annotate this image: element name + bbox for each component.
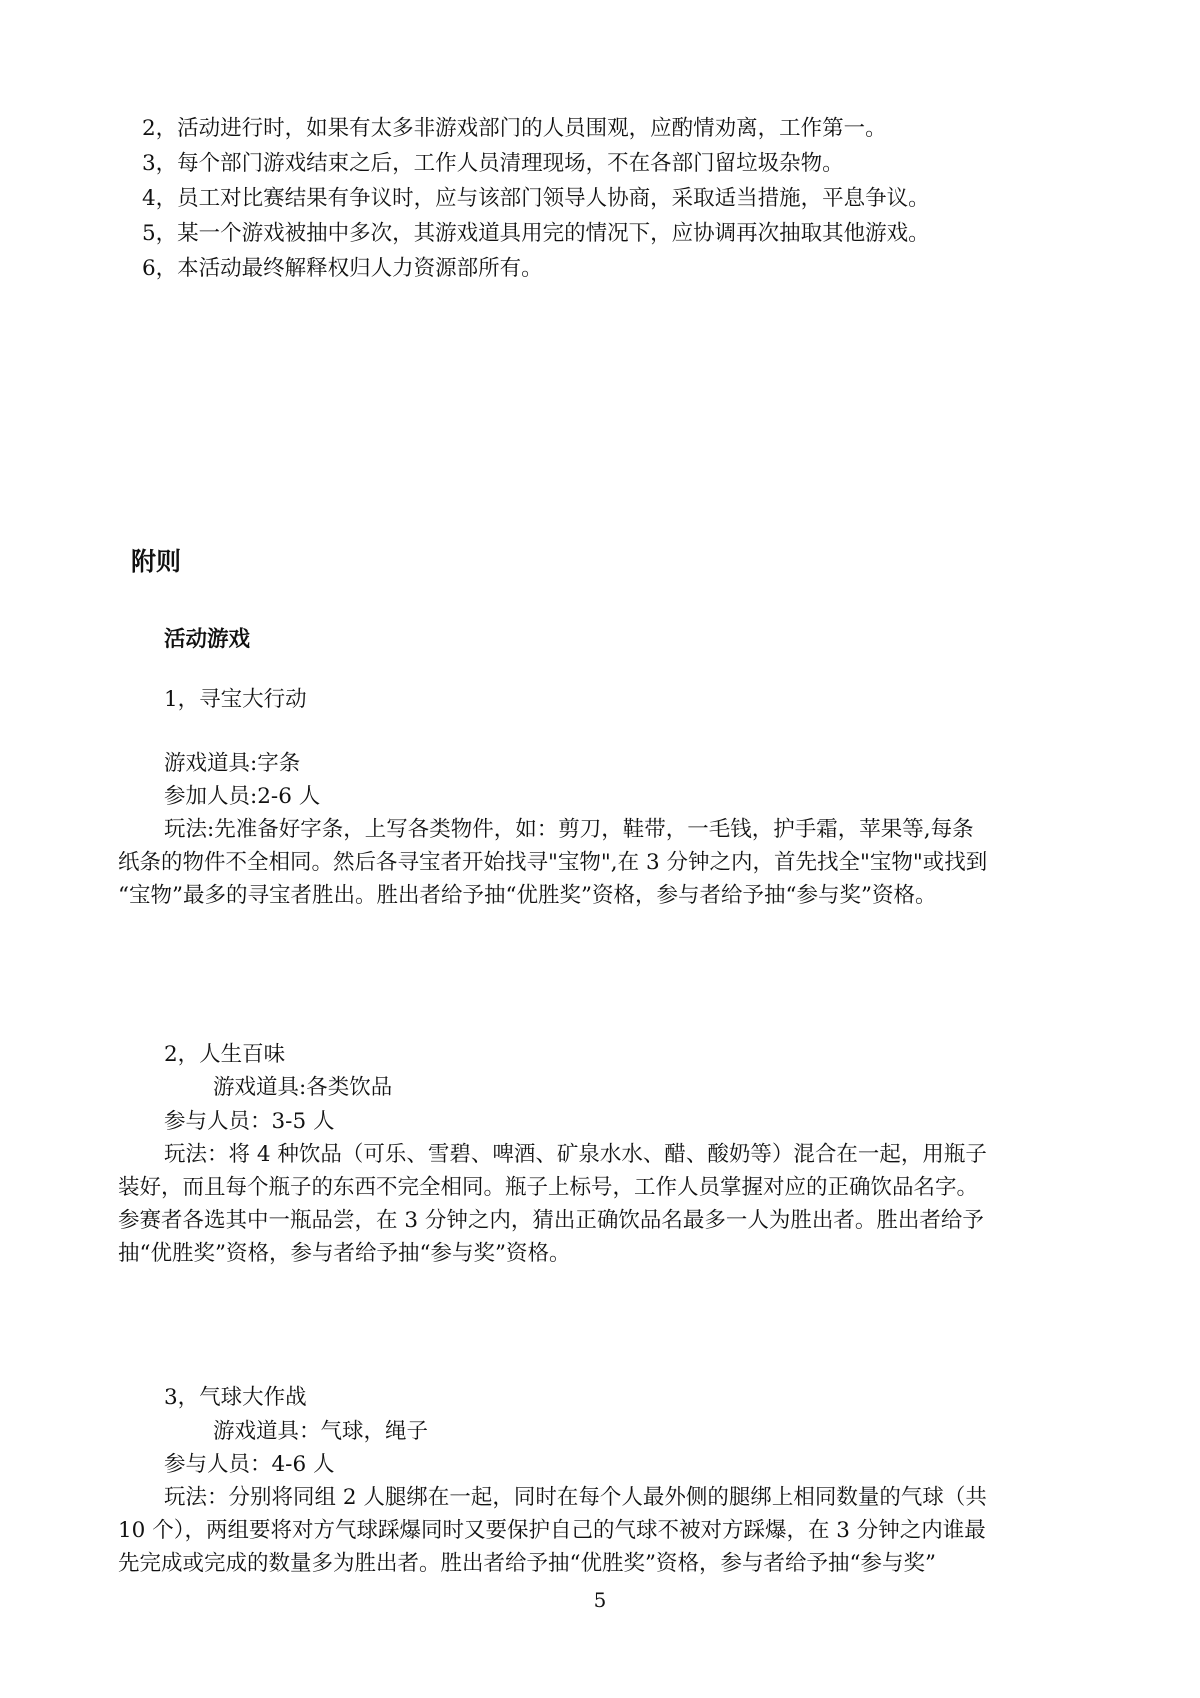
- game-play-line: 10 个），两组要将对方气球踩爆同时又要保护自己的气球不被对方踩爆，在 3 分钟之内谁最: [118, 1518, 986, 1543]
- game-play-line: 玩法：将 4 种饮品（可乐、雪碧、啤酒、矿泉水水、醋、酸奶等）混合在一起，用瓶子: [164, 1142, 987, 1167]
- section-title: 活动游戏: [164, 627, 251, 652]
- game-participants: 参与人员：3-5 人: [164, 1109, 335, 1134]
- game-play-line: 玩法：分别将同组 2 人腿绑在一起，同时在每个人最外侧的腿绑上相同数量的气球（共: [164, 1485, 987, 1510]
- game-play-line: 参赛者各选其中一瓶品尝，在 3 分钟之内，猜出正确饮品名最多一人为胜出者。胜出者给予: [118, 1208, 984, 1233]
- game-title: 1，寻宝大行动: [164, 687, 307, 712]
- game-play-line: 纸条的物件不全相同。然后各寻宝者开始找寻"宝物",在 3 分钟之内，首先找全"宝物"或找到: [118, 850, 988, 875]
- game-props: 游戏道具:字条: [164, 751, 301, 776]
- rule-item: 3，每个部门游戏结束之后，工作人员清理现场，不在各部门留垃圾杂物。: [142, 151, 844, 176]
- page-number: 5: [593, 1588, 607, 1612]
- game-props: 游戏道具:各类饮品: [213, 1075, 393, 1100]
- rule-item: 5，某一个游戏被抽中多次，其游戏道具用完的情况下，应协调再次抽取其他游戏。: [142, 221, 930, 246]
- game-title: 3，气球大作战: [164, 1385, 307, 1410]
- game-play-line: 玩法:先准备好字条，上写各类物件，如：剪刀，鞋带，一毛钱，护手霜，苹果等,每条: [164, 817, 974, 842]
- game-title: 2，人生百味: [164, 1042, 286, 1067]
- game-participants: 参与人员：4-6 人: [164, 1452, 335, 1477]
- game-play-line: 抽“优胜奖”资格，参与者给予抽“参与奖”资格。: [118, 1241, 571, 1266]
- rule-item: 4，员工对比赛结果有争议时，应与该部门领导人协商，采取适当措施，平息争议。: [142, 186, 930, 211]
- game-props: 游戏道具：气球，绳子: [213, 1419, 429, 1444]
- rule-item: 6，本活动最终解释权归人力资源部所有。: [142, 256, 543, 281]
- game-play-line: 先完成或完成的数量多为胜出者。胜出者给予抽“优胜奖”资格，参与者给予抽“参与奖”: [118, 1551, 936, 1576]
- game-play-line: 装好，而且每个瓶子的东西不完全相同。瓶子上标号，工作人员掌握对应的正确饮品名字。: [118, 1175, 979, 1200]
- rule-item: 2，活动进行时，如果有太多非游戏部门的人员围观，应酌情劝离，工作第一。: [142, 116, 887, 141]
- appendix-title: 附则: [131, 547, 182, 576]
- game-participants: 参加人员:2-6 人: [164, 784, 321, 809]
- game-play-line: “宝物”最多的寻宝者胜出。胜出者给予抽“优胜奖”资格，参与者给予抽“参与奖”资格。: [118, 883, 937, 908]
